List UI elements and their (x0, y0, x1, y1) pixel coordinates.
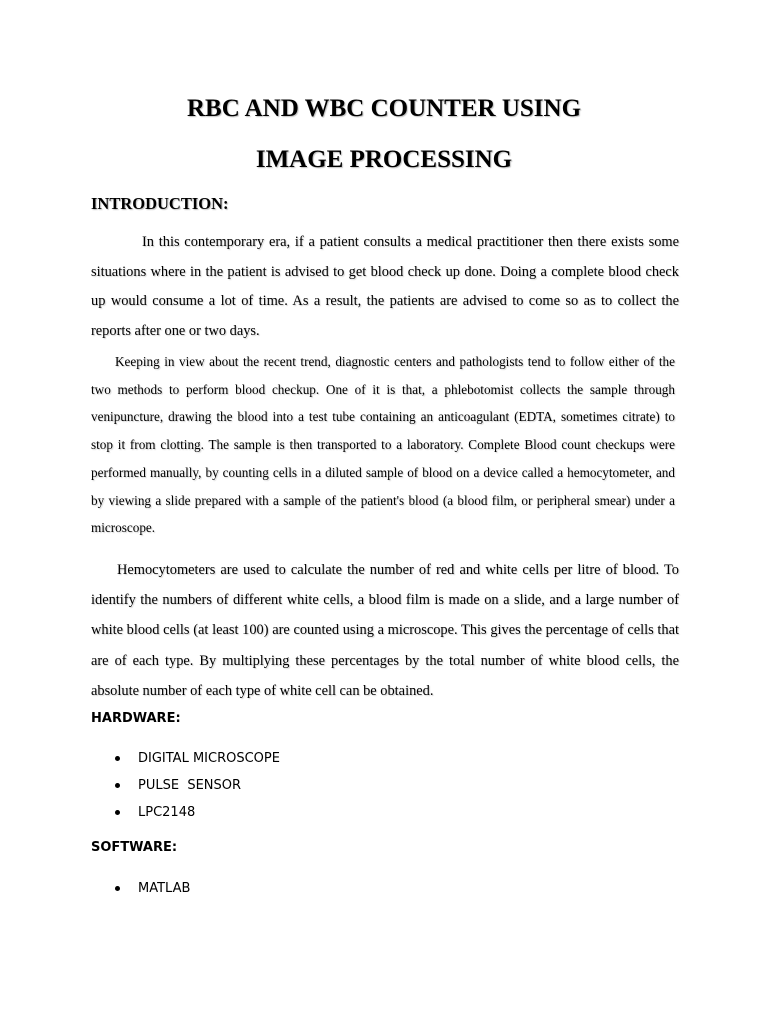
software-list (114, 875, 190, 902)
list-item: LPC2148 (114, 799, 280, 826)
hardware-heading: HARDWARE: (91, 711, 181, 726)
software-heading: SOFTWARE: (91, 840, 178, 855)
hardware-list (114, 745, 280, 826)
list-item: DIGITAL MICROSCOPE (114, 745, 280, 772)
paragraph-methods: Keeping in view about the recent trend, diagnostic centers and pathologists tend to follow either of the two methods to perform blood checkup. One of it is that, a phlebotomist collects the sample through venipuncture, drawing the blood into a test tube containing an anticoagulant (EDTA, sometimes citrate) to stop it from clotting. The sample is then transported to a laboratory. Complete Blood count checkups were performed manually, by counting cells in a diluted sample of blood on a device called a hemocytometer, and by viewing a slide prepared with a sample of the patient's blood (a blood film, or peripheral smear) under a microscope. (91, 354, 675, 536)
list-item: PULSE SENSOR (114, 772, 280, 799)
list-item: MATLAB (114, 875, 190, 902)
title-line-2: IMAGE PROCESSING (255, 146, 513, 173)
title-line-1: RBC AND WBC COUNTER USING (186, 95, 582, 122)
paragraph-intro: In this contemporary era, if a patient consults a medical practitioner then there exists some situations where in the patient is advised to get blood check up done. Doing a complete blood check up would consume a lot of time. As a result, the patients are advised to come so as to collect the reports after one or two days. (91, 234, 679, 339)
introduction-heading: INTRODUCTION: (91, 194, 229, 213)
paragraph-hemocytometers: Hemocytometers are used to calculate the number of red and white cells per litre of blood. To identify the numbers of different white cells, a blood film is made on a slide, and a large number of white blood cells (at least 100) are counted using a microscope. This gives the percentage of cells that are of each type. By multiplying these percentages by the total number of white blood cells, the absolute number of each type of white cell can be obtained. (91, 562, 679, 699)
